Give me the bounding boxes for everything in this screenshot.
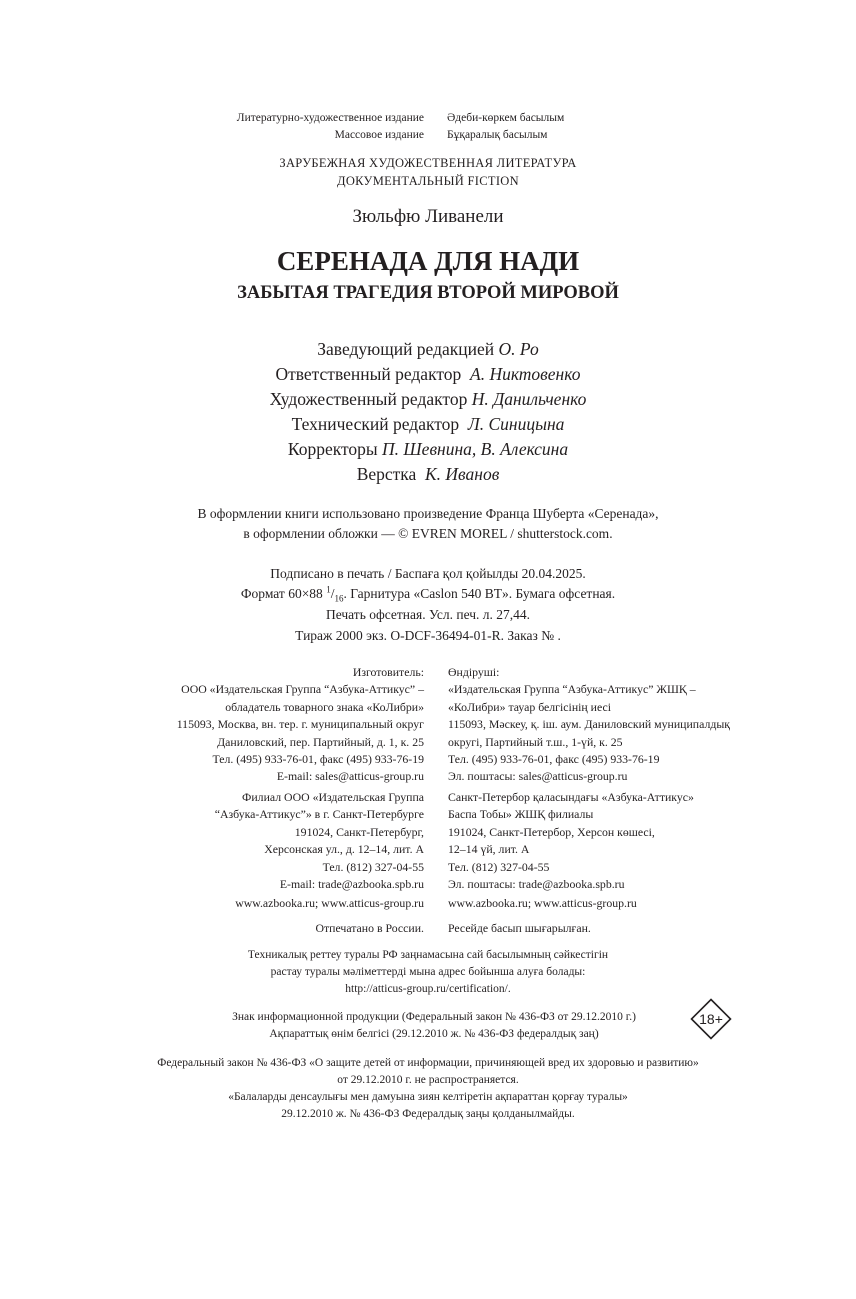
credit-technical-editor: Технический редактор Л. Синицына [291,414,565,434]
edition-type-ru: Литературно-художественное издание Массовое издание [236,112,424,141]
manufacturer-ru: Изготовитель: ООО «Издательская Группа “Азбука-Аттикус” – обладатель товарного знака «КоЛибри» 115093, Москва, вн. тер. г. муниципальный округ Даниловский, пер. Партийный, д. 1, к. 25 Тел. (495) 933-76-01, факс (495) 933-76-19 E-mail: sales@atticus-group.ru [176,665,424,784]
branch-ru: Филиал ООО «Издательская Группа “Азбука-Аттикус”» в г. Санкт-Петербурге 191024, Санкт-Петербург, Херсонская ул., д. 12–14, лит. А Тел. (812) 327-04-55 E-mail: trade@azbooka.spb.ru [214,790,424,892]
print-run-line: Тираж 2000 экз. О-DCF-36494-01-R. Заказ № . [295,628,561,643]
edition-type-kz: Әдеби-көркем басылым Бұқаралық басылым [447,112,565,141]
credit-art-editor: Художественный редактор Н. Данильченко [269,389,587,409]
credit-editor-in-chief: Заведующий редакцией О. Ро [317,339,539,359]
printed-in-ru: Отпечатано в России. [315,921,424,935]
websites-kz: www.azbooka.ru; www.atticus-group.ru [448,896,637,910]
book-title: СЕРЕНАДА ДЛЯ НАДИ [276,246,580,276]
printed-in-kz: Ресейде басып шығарылған. [448,921,591,935]
series-line-2: ДОКУМЕНТАЛЬНЫЙ FICTION [337,174,519,188]
law-line-2: от 29.12.2010 г. не распространяется. [337,1074,519,1086]
certification-line-2: растау туралы мәліметтерді мына адрес бойынша алуға болады: [270,966,586,978]
book-subtitle: ЗАБЫТАЯ ТРАГЕДИЯ ВТОРОЙ МИРОВОЙ [237,283,619,303]
info-sign-ru: Знак информационной продукции (Федеральный закон № 436-ФЗ от 29.12.2010 г.) [232,1011,636,1023]
certification-url: http://atticus-group.ru/certification/. [345,983,511,995]
design-note-line-1: В оформлении книги использовано произведение Франца Шуберта «Серенада», [197,506,659,521]
law-line-3: «Балаларды денсаулығы мен дамуына зиян келтіретін ақпараттан қорғау туралы» [228,1091,628,1103]
author: Зюльфю Ливанели [352,206,504,227]
signed-for-print: Подписано в печать / Баспаға қол қойылды 20.04.2025. [270,566,586,581]
age-rating-badge [690,998,732,1040]
info-sign-kz: Ақпараттық өнім белгісі (29.12.2010 ж. № 436-ФЗ федералдық заң) [269,1028,599,1040]
credit-responsible-editor: Ответственный редактор А. Никтовенко [275,364,581,384]
law-line-1: Федеральный закон № 436-ФЗ «О защите детей от информации, причиняющей вред их здоровью и развитию» [157,1057,699,1069]
websites-ru: www.azbooka.ru; www.atticus-group.ru [235,896,424,910]
manufacturer-kz: Өндіруші: «Издательская Группа “Азбука-Аттикус” ЖШҚ – «КоЛибри» тауар белгісінің иесі 115093, Мәскеу, қ. іш. аум. Даниловский муниципалдық округі, Партийный т.ш., 1-үй, к. 25 Тел. (495) 933-76-01, факс (495) 933-76-19 Эл. поштасы: sales@atticus-group.ru [448,665,730,784]
law-line-4: 29.12.2010 ж. № 436-ФЗ Федералдық заңы қолданылмайды. [281,1108,575,1120]
branch-kz: Санкт-Петербор қаласындағы «Азбука-Аттикус» Баспа Тобы» ЖШҚ филиалы 191024, Санкт-Петербор, Херсон көшесі, 12–14 үй, лит. А Тел. (812) 327-04-55 Эл. поштасы: trade@azbooka.spb.ru [448,790,694,892]
credit-proofreaders: Корректоры П. Шевнина, В. Алексина [287,439,569,459]
credit-layout: Верстка К. Иванов [356,464,500,484]
series-line-1: ЗАРУБЕЖНАЯ ХУДОЖЕСТВЕННАЯ ЛИТЕРАТУРА [279,156,577,170]
age-rating-label: 18+ [699,1011,723,1027]
design-note-line-2: в оформлении обложки — © EVREN MOREL / shutterstock.com. [243,526,613,541]
printing-line: Печать офсетная. Усл. печ. л. 27,44. [325,607,531,622]
format-line: Формат 60×88 $^1/_{16}$. Гарнитура «Caslon 540 BT». Бумага офсетная. [240,584,616,604]
certification-line-1: Техникалық реттеу туралы РФ заңнамасына сай басылымның сәйкестігін [247,949,609,961]
